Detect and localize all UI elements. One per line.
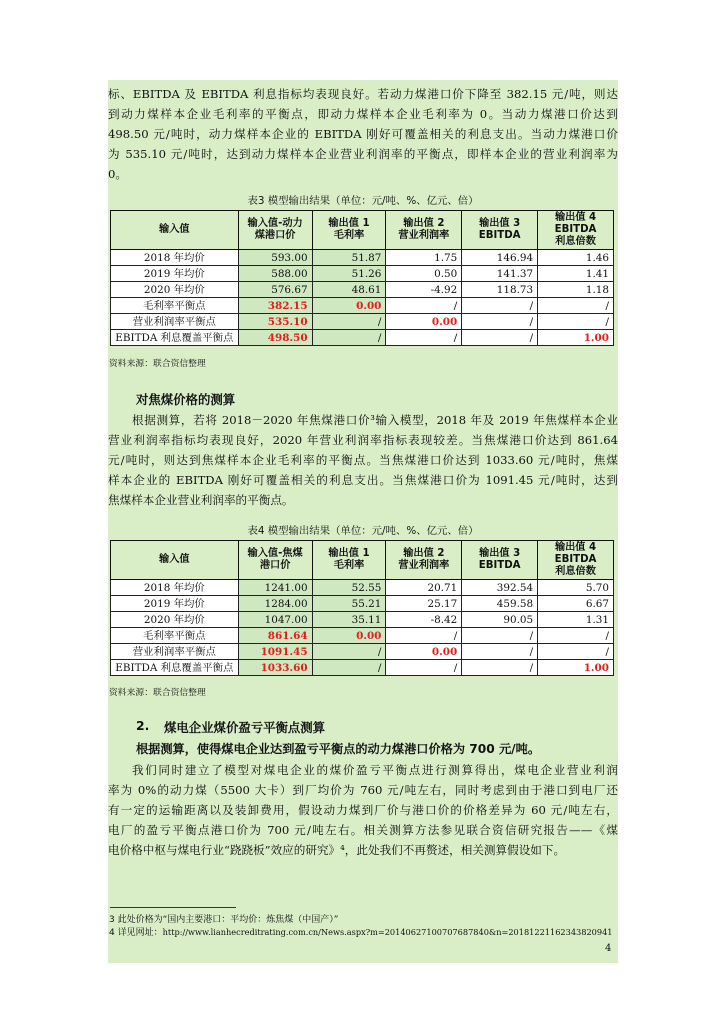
paragraph-line: 标、EBITDA 及 EBITDA 利息指标均表现良好。若动力煤港口价下降至 382.15 元/吨，则达 bbox=[108, 87, 618, 101]
table-cell: 5.70 bbox=[538, 580, 614, 596]
table-header-text: 输出值 3 bbox=[479, 548, 521, 559]
table-cell: 1241.00 bbox=[238, 580, 312, 596]
table-cell: 535.10 bbox=[238, 314, 312, 330]
table-cell: / bbox=[386, 628, 462, 644]
table-cell: / bbox=[386, 298, 462, 314]
table4 bbox=[110, 540, 614, 676]
table-cell: / bbox=[312, 660, 386, 676]
table-cell: 118.73 bbox=[462, 282, 538, 298]
table-header-text: 煤港口价 bbox=[254, 230, 296, 241]
table-cell: 593.00 bbox=[238, 250, 312, 266]
paragraph-coke bbox=[108, 410, 618, 510]
table-row bbox=[111, 596, 614, 612]
table-cell: 146.94 bbox=[462, 250, 538, 266]
table-header-text: 输出值 4 bbox=[554, 212, 597, 223]
paragraph-line: 根据测算，若将 2018－2020 年焦煤港口价³输入模型，2018 年及 2019 年焦煤样本企业 bbox=[132, 413, 618, 427]
table-header-text: 输出值 2 bbox=[403, 218, 445, 229]
table-cell: 1047.00 bbox=[238, 612, 312, 628]
paragraph-line: 营业利润率指标均表现良好，2020 年营业利润率指标表现较差。当焦煤港口价达到 861.64 bbox=[108, 433, 618, 447]
paragraph-power bbox=[108, 760, 618, 860]
table-header-text: 输入值 bbox=[159, 224, 190, 235]
table-cell: 55.21 bbox=[312, 596, 386, 612]
table-header-text: 输入值-动力 bbox=[247, 218, 303, 229]
table-row bbox=[111, 612, 614, 628]
table-cell: 1.00 bbox=[538, 330, 614, 346]
table-cell: 498.50 bbox=[238, 330, 312, 346]
footnote-4-label: 4 详见网址： bbox=[109, 928, 163, 938]
table-cell: 1033.60 bbox=[238, 660, 312, 676]
paragraph-line: 有一定的运输距离以及装卸费用，假设动力煤到厂价与港口价的价格差异为 60 元/吨左右， bbox=[108, 803, 618, 817]
table-cell: EBITDA 利息覆盖平衡点 bbox=[111, 330, 239, 346]
table-header-text: EBITDA bbox=[554, 554, 597, 565]
table3 bbox=[110, 210, 614, 346]
table-cell: 2019 年均价 bbox=[111, 596, 239, 612]
table-cell: / bbox=[538, 644, 614, 660]
table-cell: 52.55 bbox=[312, 580, 386, 596]
table-header-text: EBITDA bbox=[478, 560, 521, 571]
table-row bbox=[111, 250, 614, 266]
table-header-text: 输入值 bbox=[159, 554, 190, 565]
paragraph-line: 为 535.10 元/吨时，达到动力煤样本企业营业利润率的平衡点，即样本企业的营业利润率为 bbox=[108, 147, 618, 161]
table-row bbox=[111, 330, 614, 346]
table4-source: 资料来源：联合资信整理 bbox=[109, 688, 206, 698]
page-number: 4 bbox=[605, 943, 612, 954]
coke-section-heading: 对焦煤价格的测算 bbox=[136, 392, 236, 407]
table-cell: 2020 年均价 bbox=[111, 282, 239, 298]
table-cell: / bbox=[312, 314, 386, 330]
table3-source: 资料来源：联合资信整理 bbox=[109, 359, 206, 369]
table-cell: / bbox=[462, 628, 538, 644]
table-header-text: 输出值 3 bbox=[479, 218, 521, 229]
table-header-text: 输出值 2 bbox=[403, 548, 445, 559]
table-cell: 51.87 bbox=[312, 250, 386, 266]
table-cell: / bbox=[462, 298, 538, 314]
table-header-cell bbox=[312, 211, 386, 250]
table-header-cell bbox=[538, 541, 614, 580]
paragraph-line: 率为 0%的动力煤（5500 大卡）到厂均价为 760 元/吨左右，同时考虑到由于港口到电厂还 bbox=[108, 783, 618, 797]
paragraph-line: 到动力煤样本企业毛利率的平衡点，即动力煤样本企业毛利率为 0。当动力煤港口价达到 bbox=[108, 107, 618, 121]
table-cell: 1091.45 bbox=[238, 644, 312, 660]
table-row bbox=[111, 644, 614, 660]
table-header-text: 输出值 1 bbox=[328, 548, 370, 559]
footnote-3: 3 此处价格为“国内主要港口：平均价：炼焦煤（中国产）” bbox=[109, 915, 339, 925]
footnote-rule bbox=[110, 907, 236, 908]
table-row bbox=[111, 628, 614, 644]
table-cell: 2019 年均价 bbox=[111, 266, 239, 282]
table-cell: 0.00 bbox=[312, 628, 386, 644]
table-cell: 1.75 bbox=[386, 250, 462, 266]
table-header-cell bbox=[312, 541, 386, 580]
table4-caption: 表4 模型输出结果（单位：元/吨、%、亿元、倍） bbox=[247, 525, 479, 537]
table-cell: / bbox=[312, 644, 386, 660]
paragraph-line: 0。 bbox=[108, 167, 127, 181]
table-cell: / bbox=[462, 660, 538, 676]
paragraph-line: 元/吨时，则达到焦煤样本企业毛利率的平衡点。当焦煤港口价达到 1033.60 元/吨时，焦煤 bbox=[108, 453, 618, 467]
table-header-cell bbox=[386, 541, 462, 580]
table-header-text: 利息倍数 bbox=[555, 566, 596, 577]
table-cell: 毛利率平衡点 bbox=[111, 628, 239, 644]
table-header-cell bbox=[462, 541, 538, 580]
table-header-text: 输出值 1 bbox=[328, 218, 370, 229]
table-cell: / bbox=[462, 314, 538, 330]
table-cell: / bbox=[462, 330, 538, 346]
table-row bbox=[111, 660, 614, 676]
table-cell: 1284.00 bbox=[238, 596, 312, 612]
table-cell: / bbox=[538, 314, 614, 330]
table-cell: 0.00 bbox=[312, 298, 386, 314]
table-row bbox=[111, 580, 614, 596]
table-header-text: 毛利率 bbox=[333, 230, 365, 241]
table-cell: 392.54 bbox=[462, 580, 538, 596]
paragraph-coal-summary bbox=[108, 84, 618, 184]
table-header-text: 毛利率 bbox=[333, 560, 365, 571]
table-cell: 459.58 bbox=[462, 596, 538, 612]
table-header-cell bbox=[386, 211, 462, 250]
table-cell: / bbox=[386, 330, 462, 346]
table-cell: 20.71 bbox=[386, 580, 462, 596]
table-cell: 2018 年均价 bbox=[111, 250, 239, 266]
paragraph-line: 我们同时建立了模型对煤电企业的煤价盈亏平衡点进行测算得出，煤电企业营业利润 bbox=[132, 763, 618, 777]
table-cell: 营业利润率平衡点 bbox=[111, 314, 239, 330]
paragraph-line: 498.50 元/吨时，动力煤样本企业的 EBITDA 刚好可覆盖相关的利息支出。当动力煤港口价 bbox=[108, 127, 618, 141]
paragraph-line: 焦煤样本企业营业利润率的平衡点。 bbox=[108, 493, 294, 507]
table-cell: 382.15 bbox=[238, 298, 312, 314]
table3-caption: 表3 模型输出结果（单位：元/吨、%、亿元、倍） bbox=[247, 195, 479, 207]
table-header-text: 输出值 4 bbox=[554, 542, 597, 553]
table-cell: / bbox=[462, 644, 538, 660]
table-header-cell bbox=[538, 211, 614, 250]
table-cell: 48.61 bbox=[312, 282, 386, 298]
table-header-text: 利息倍数 bbox=[555, 236, 596, 247]
section2-conclusion: 根据测算，使得煤电企业达到盈亏平衡点的动力煤港口价格为 700 元/吨。 bbox=[136, 742, 541, 756]
table-cell: -8.42 bbox=[386, 612, 462, 628]
table-cell: 2018 年均价 bbox=[111, 580, 239, 596]
table-header-cell bbox=[111, 541, 239, 580]
table-cell: 141.37 bbox=[462, 266, 538, 282]
table-cell: / bbox=[538, 298, 614, 314]
table-cell: 毛利率平衡点 bbox=[111, 298, 239, 314]
footnote-4-url[interactable]: http://www.lianhecreditrating.com.cn/News.aspx?m=20140627100707687840&n=20181221162343820941 bbox=[162, 927, 613, 937]
table-header-cell bbox=[238, 541, 312, 580]
table-cell: 1.18 bbox=[538, 282, 614, 298]
table-cell: 51.26 bbox=[312, 266, 386, 282]
table-cell: 90.05 bbox=[462, 612, 538, 628]
table-cell: 1.00 bbox=[538, 660, 614, 676]
table-cell: 576.67 bbox=[238, 282, 312, 298]
table-cell: 1.31 bbox=[538, 612, 614, 628]
paragraph-line: 电价格中枢与煤电行业“跷跷板”效应的研究》⁴，此处我们不再赘述，相关测算假设如下。 bbox=[108, 843, 566, 857]
table-cell: 0.00 bbox=[386, 644, 462, 660]
table-cell: 0.50 bbox=[386, 266, 462, 282]
table-header-text: 营业利润率 bbox=[398, 560, 450, 571]
table-cell: 35.11 bbox=[312, 612, 386, 628]
paragraph-line: 样本企业的 EBITDA 刚好可覆盖相关的利息支出。当焦煤港口价为 1091.45 元/吨时，达到 bbox=[108, 473, 618, 487]
table-cell: 25.17 bbox=[386, 596, 462, 612]
table-cell: 营业利润率平衡点 bbox=[111, 644, 239, 660]
table-row bbox=[111, 298, 614, 314]
table-cell: 2020 年均价 bbox=[111, 612, 239, 628]
table-header-cell bbox=[238, 211, 312, 250]
table-header-cell bbox=[462, 211, 538, 250]
table-header-text: EBITDA bbox=[478, 230, 521, 241]
table-cell: 6.67 bbox=[538, 596, 614, 612]
table-header-text: 输入值-焦煤 bbox=[247, 548, 303, 559]
section2-number: 2. bbox=[136, 718, 150, 733]
table-row bbox=[111, 314, 614, 330]
table-row bbox=[111, 266, 614, 282]
table-header-cell bbox=[111, 211, 239, 250]
section2-heading: 煤电企业煤价盈亏平衡点测算 bbox=[164, 720, 326, 735]
table-cell: -4.92 bbox=[386, 282, 462, 298]
table-cell: / bbox=[538, 628, 614, 644]
table-cell: 1.46 bbox=[538, 250, 614, 266]
table-cell: 861.64 bbox=[238, 628, 312, 644]
table-cell: / bbox=[312, 330, 386, 346]
table-header-text: 港口价 bbox=[259, 560, 291, 571]
paragraph-line: 电厂的盈亏平衡点港口价为 700 元/吨左右。相关测算方法参见联合资信研究报告——《煤 bbox=[108, 823, 618, 837]
table-cell: EBITDA 利息覆盖平衡点 bbox=[111, 660, 239, 676]
table-header-text: EBITDA bbox=[554, 224, 597, 235]
table-cell: 588.00 bbox=[238, 266, 312, 282]
table-cell: 1.41 bbox=[538, 266, 614, 282]
table-cell: / bbox=[386, 660, 462, 676]
footnote-4 bbox=[109, 925, 613, 938]
table-header-text: 营业利润率 bbox=[398, 230, 450, 241]
table-row bbox=[111, 282, 614, 298]
table-cell: 0.00 bbox=[386, 314, 462, 330]
